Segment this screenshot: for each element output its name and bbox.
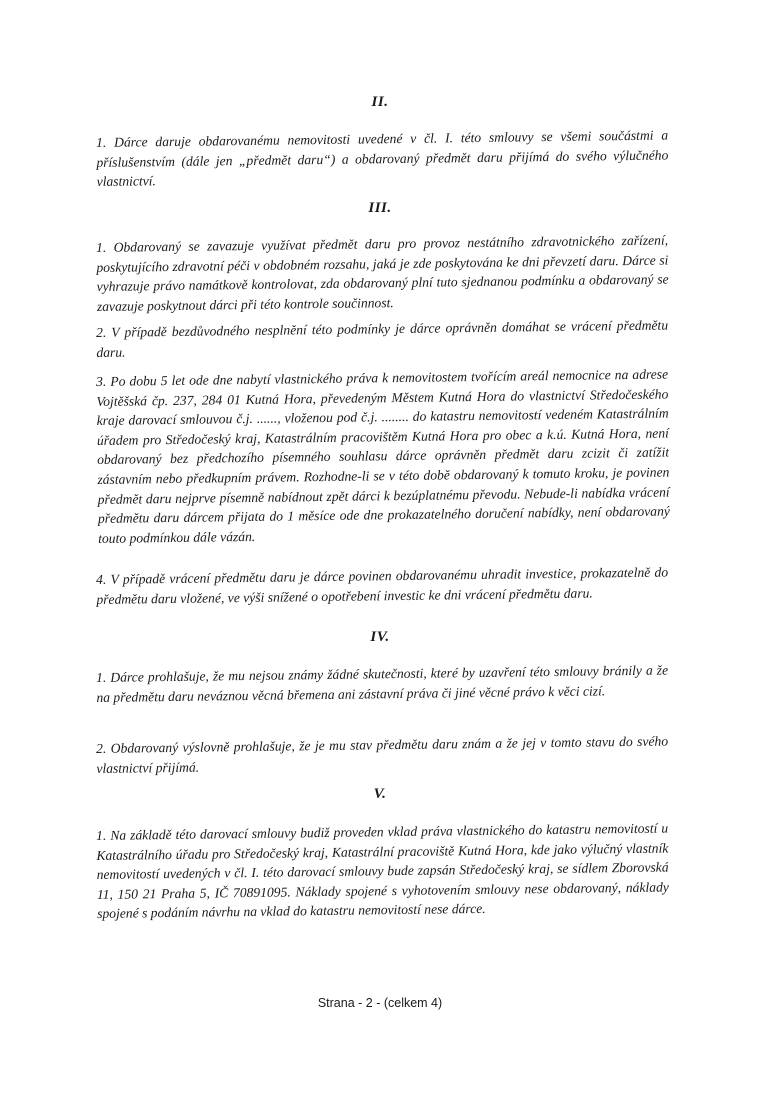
paragraph-iii-1: 1. Obdarovaný se zavazuje využívat předmět daru pro provoz nestátního zdravotnického zařízení, poskytujícího zdravotní péči v obdobném rozsahu, jaká je zde poskytována ke dni převzetí daru. Dárce si vyhrazuje právo namátkově kontrolovat, zda obdarovaný plní tuto sjednanou podmínku a obdarovaný se zavazuje poskytnout dárci při této kontrole součinnost. <box>96 232 669 314</box>
paragraph-v-1: 1. Na základě této darovací smlouvy budiž proveden vklad práva vlastnického do katastru nemovitostí u Katastrálního úřadu pro Středočeský kraj, Katastrální pracoviště Kutná Hora, kde jako výlučný vlastník nemovitostí uvedených v čl. I. této darovací smlouvy bude zapsán Středočeský kraj, se sídlem Zborovská 11, 150 21 Praha 5, IČ 70891095. Náklady spojené s vyhotovením smlouvy nese obdarovaný, náklady spojené s podáním návrhu na vklad do katastru nemovitostí nese dárce. <box>96 820 669 922</box>
paragraph-iii-4: 4. V případě vrácení předmětu daru je dárce povinen obdarovanému uhradit investice, prokazatelně do předmětu daru vložené, ve výši snížené o opotřebení investic ke dni vrácení předmětu daru. <box>96 564 669 607</box>
section-heading-v: V. <box>373 786 387 802</box>
paragraph-iii-2: 2. V případě bezdůvodného nesplnění této podmínky je dárce oprávněn domáhat se vrácení předmětu daru. <box>96 317 669 360</box>
paragraph-ii-1: 1. Dárce daruje obdarovanému nemovitosti uvedené v čl. I. této smlouvy se všemi součástmi a příslušenstvím (dále jen „předmět daru“) a obdarovaný předmět daru přijímá do svého výlučného vlastnictví. <box>96 127 669 190</box>
section-heading-ii: II. <box>371 94 389 110</box>
paragraph-iv-2: 2. Obdarovaný výslovně prohlašuje, že je mu stav předmětu daru znám a že jej v tomto stavu do svého vlastnictví přijímá. <box>96 733 669 776</box>
paragraph-iii-3: 3. Po dobu 5 let ode dne nabytí vlastnického práva k nemovitostem tvořícím areál nemocnice na adrese Vojtěšská čp. 237, 284 01 Kutná Hora, převedeným Městem Kutná Hora do vlastnictví Středočeského kraje darovací smlouvou č.j. ......, vloženou pod č.j. ........ do katastru nemovitostí vedeném Katastrálním úřadem pro Středočeský kraj, Katastrálním pracovištěm Kutná Hora pro obec a k.ú. Kutná Hora, není obdarovaný bez předchozího písemného souhlasu dárce oprávněn předmět daru zcizit či zatížit zástavním nebo předkupním právem. Rozhodne-li se v této době obdarovaný k tomuto kroku, je povinen předmět daru nejprve písemně nabídnout zpět dárci k bezúplatnému převodu. Nebude-li nabídka vrácení předmětu daru dárcem přijata do 1 měsíce ode dne prokazatelného doručení nabídky, není obdarovaný touto podmínkou dále vázán. <box>96 366 670 546</box>
section-heading-iv: IV. <box>370 629 390 645</box>
page-footer: Strana - 2 - (celkem 4) <box>317 996 443 1010</box>
paragraph-iv-1: 1. Dárce prohlašuje, že mu nejsou známy žádné skutečnosti, které by uzavření této smlouvy bránily a že na předmětu daru neváznou věcná břemena ani zástavní práva či jiné věcné právo k věci cizí. <box>96 662 669 705</box>
section-heading-iii: III. <box>368 200 392 216</box>
